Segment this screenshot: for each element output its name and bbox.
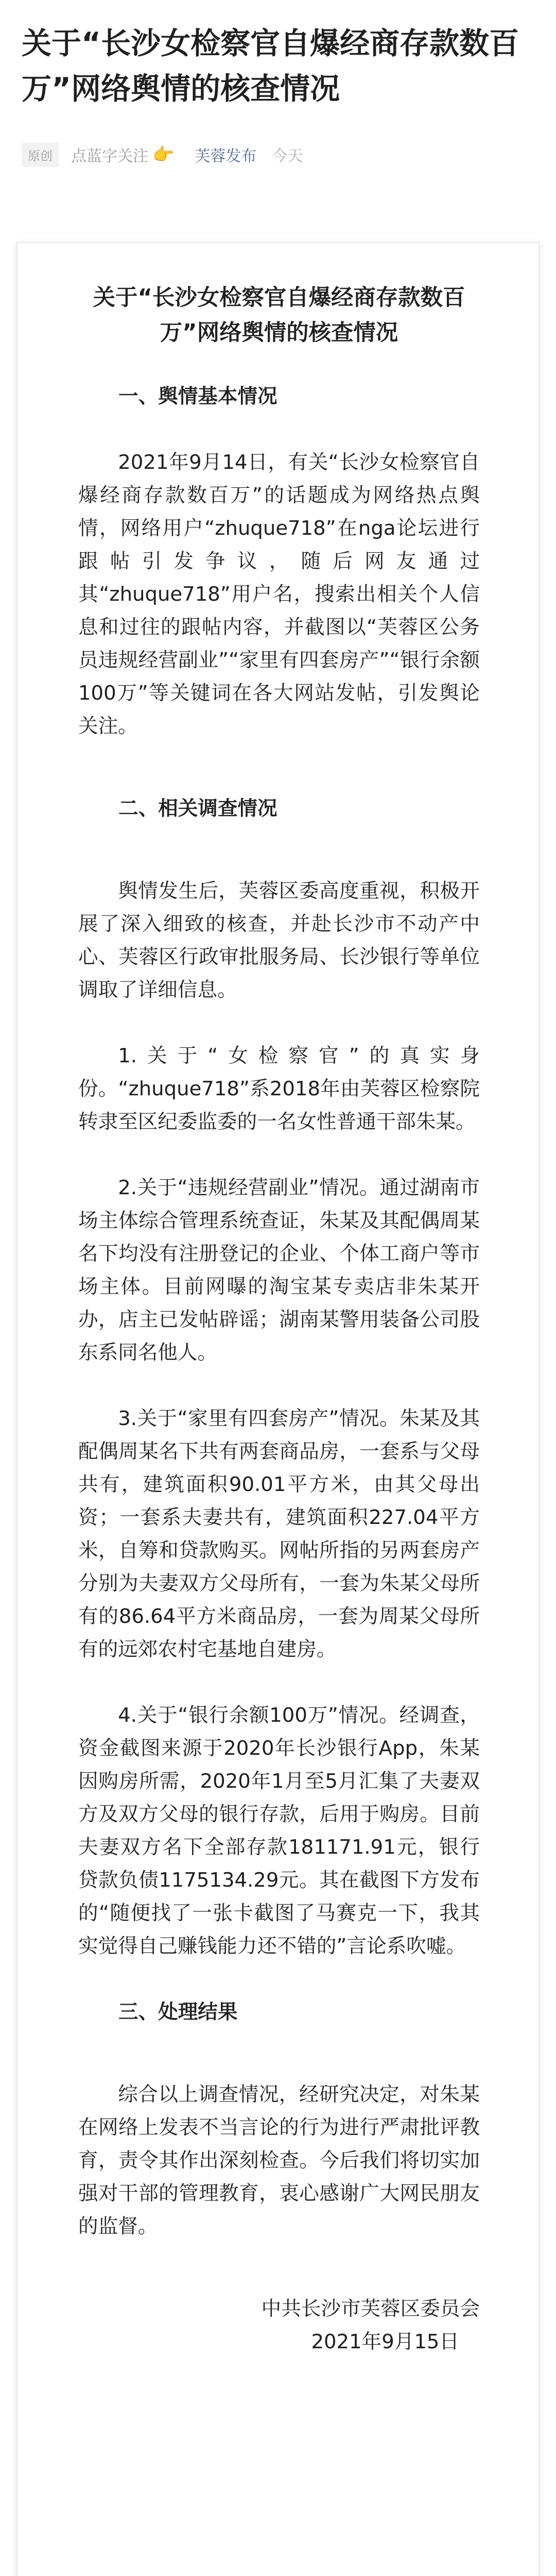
pointing-hand-icon: 👉 <box>152 144 175 165</box>
follow-prompt[interactable]: 点蓝字关注 <box>71 147 148 165</box>
document-image <box>16 242 540 2576</box>
section-heading: 一、舆情基本情况 <box>118 385 277 408</box>
signature-organization: 中共长沙市芙蓉区委员会 <box>261 2297 480 2320</box>
publish-date: 今天 <box>272 147 303 165</box>
paragraph: 3.关于“家里有四套房产”情况。朱某及其配偶周某名下共有两套商品房，一套系与父母共有，建筑面积90.01平方米，由其父母出资；一套系夫妻共有，建筑面积227.04平方米，自筹和贷款购买。网帖所指的另两套房产分别为夫妻双方父母所有，一套为朱某父母所有的86.64平方米商品房，一套为周某父母所有的远郊农村宅基地自建房。 <box>78 1407 480 1661</box>
account-name-link[interactable]: 芙蓉发布 <box>195 147 257 165</box>
document-body <box>78 280 480 2359</box>
signature-date: 2021年9月15日 <box>311 2330 459 2353</box>
paragraph: 综合以上调查情况，经研究决定，对朱某在网络上发表不当言论的行为进行严肃批评教育，责令其作出深刻检查。今后我们将切实加强对干部的管理教育，衷心感谢广大网民朋友的监督。 <box>78 2083 480 2238</box>
section-heading: 二、相关调查情况 <box>118 797 277 820</box>
section-heading: 三、处理结果 <box>118 2001 238 2024</box>
article-title: 关于“长沙女检察官自爆经商存款数百万”网络舆情的核查情况 <box>22 26 519 106</box>
original-badge: 原创 <box>22 143 59 167</box>
paragraph: 4.关于“银行余额100万”情况。经调查，资金截图来源于2020年长沙银行App，朱某因购房所需，2020年1月至5月汇集了夫妻双方及双方父母的银行存款，后用于购房。目前夫妻双方名下全部存款181171.91元，银行贷款负债1175134.29元。其在截图下方发布的“随便找了一张卡截图了马赛克一下，我其实觉得自己赚钱能力还不错的”言论系吹嘘。 <box>78 1704 480 1958</box>
paragraph: 舆情发生后，芙蓉区委高度重视，积极开展了深入细致的核查，并赴长沙市不动产中心、芙蓉区行政审批服务局、长沙银行等单位调取了详细信息。 <box>78 879 480 1002</box>
document-title: 关于“长沙女检察官自爆经商存款数百万”网络舆情的核查情况 <box>93 285 465 346</box>
paragraph: 1.关于“女检察官”的真实身份。“zhuque718”系2018年由芙蓉区检察院转隶至区纪委监委的一名女性普通干部朱某。 <box>78 1044 480 1133</box>
article-meta <box>22 138 303 171</box>
paragraph: 2.关于“违规经营副业”情况。通过湖南市场主体综合管理系统查证，朱某及其配偶周某名下均没有注册登记的企业、个体工商户等市场主体。目前网曝的淘宝某专卖店非朱某开办，店主已发帖辟谣；湖南某警用装备公司股东系同名他人。 <box>78 1176 480 1364</box>
paragraph: 2021年9月14日，有关“长沙女检察官自爆经商存款数百万”的话题成为网络热点舆情，网络用户“zhuque718”在nga论坛进行跟帖引发争议，随后网友通过其“zhuque718”用户名，搜索出相关个人信息和过往的跟帖内容，并截图以“芙蓉区公务员违规经营副业”“家里有四套房产”“银行余额100万”等关键词在各大网站发帖，引发舆论关注。 <box>78 451 480 738</box>
